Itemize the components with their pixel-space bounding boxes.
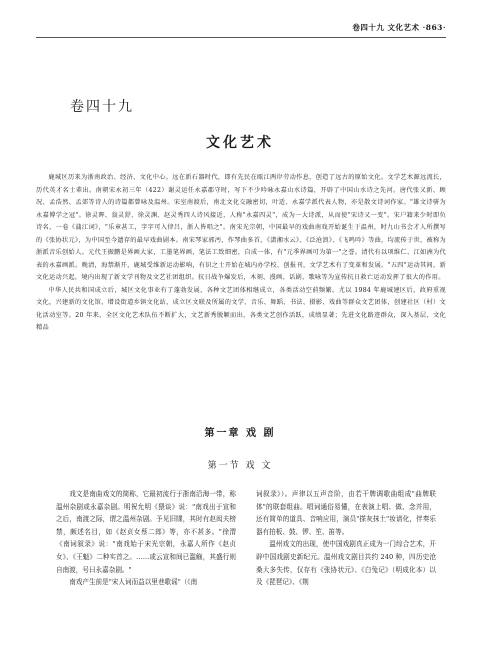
body-paragraph: 词叙录》）。声律以五声音阶，由若干牌调歌曲组成"曲牌联体"的联套组曲。唱词通俗易懂，在表演上唱、做、念并用，还有简单的道具、音响应用，演员"搽灰抹土"妆谱化，伴奏乐器有拍板、鼓、锣、笙、笛等。 bbox=[256, 490, 436, 536]
section-title: 文化艺术 bbox=[206, 135, 274, 151]
intro-text bbox=[36, 172, 446, 335]
body-column-left bbox=[56, 488, 236, 589]
intro-paragraph: 中华人民共和国成立后，城区文化事业有了蓬勃发展，各种文艺团体相继成立，各类活动空前频繁。尤以 1984 年鹿城建区后，政府重视文化，兴建新的文化馆，增设街道乡镇文化站，成立区文联及所属的文学、音乐、舞蹈、书法、摄影、戏曲等群众文艺团体，创建社区（村）文化活动室等。20 年来，全区文化艺术队伍不断扩大，文艺新秀脱颖而出，各类文艺创作活跃，成绩显著；先进文化路迹群众，深入基层，文化精品 bbox=[36, 286, 446, 331]
subsection-title: 第一节 戏 文 bbox=[207, 461, 273, 471]
body-paragraph: 戏文是南曲戏文的简称，它最初流行于浙南沿海一带，称温州杂剧或永嘉杂剧。明祝允明《猥谈》说："南戏出于宣和之后，南渡之际，谓之温州杂剧。予见旧牒，其时有赵闳夫榜禁，颇述名目，如《赵贞女蔡二郎》等，亦不甚多。"徐渭《南词叙录》说："南戏始于宋光宗朝，永嘉人所作《赵贞女》、《王魁》二种实首之。……或云宣和间已滥觞，其盛行则自南渡，号曰永嘉杂剧。" bbox=[56, 490, 236, 574]
volume-title: 卷四十九 bbox=[70, 99, 134, 115]
chapter-title: 第一章 戏 剧 bbox=[204, 428, 276, 439]
body-column-right bbox=[256, 488, 436, 589]
intro-paragraph: 鹿城区历来为浙南政治、经济、文化中心。远在新石器时代，即有先民在瓯江两岸劳动作息，创造了远古的原始文化。文学艺术源远流长，历代英才名士辈出。南朝宋永初三年（422）谢灵运任永嘉郡守时，写下不少吟咏永嘉山水诗篇，开辟了中国山水诗之先河。唐代张又新、顾况、孟浩然、孟郊等诗人的诗篇都曾咏及温州。宋室南渡后，南北文化交融密切，叶适、永嘉学派代表人物，亦是散文诗词作家。"雄文诗骈为永嘉博学之冠"。徐灵晖、翁灵舒、徐灵渊、赵灵秀四人诗风接近，人称"永嘉四灵"，成为一大诗派，从而使"宋诗又一变"。宋户籍来少时即负诗名，一卷《蒲江词》，"乐章甚工，字字可入律吕，浙人皆唱之"。南宋光宗朝，中国最早的戏曲南戏开始诞生于温州，时九山书会才人所撰写的《张协状元》，为中国至今遗存的最早戏曲剧本。南宋琴家郭沔，作琴曲多首，《潇湘水云》、《泛沧浪》、《飞鸣吟》等曲，均流传于世，被称为浙派音乐创始人。元代王振鹏是界画大家，工墨笔界画，笔法工致细密，自成一体，有"元季界画可为第一"之誉。清代有以项维仁、江如洲为代表的永嘉画派。晚清，海禁渐开，鹿城受维新运动影响，有识之士开始在城内办学校、创报刊，文学艺术有了变革和发展。"五四"运动其间，新文化运动兴起，境内出现了新文学刊物及文艺社团组织。抗日战争爆发后，木刻、漫画、话剧、歌咏等为宣传抗日救亡运动发挥了很大的作用。 bbox=[36, 174, 446, 281]
header-rule bbox=[36, 37, 446, 38]
body-paragraph: 温州戏文的出现，使中国戏剧真正成为一门综合艺术，开辟中国戏剧史新纪元。温州戏文剧目共约 240 种，四历史沧桑大多失传，仅存有《张协状元》、《白兔记》（明成化本）以及《琵琶记》、《荆 bbox=[256, 540, 436, 587]
running-head: 卷四十九 文化艺术 ·863· bbox=[352, 23, 446, 32]
body-paragraph: 南戏产生前是"宋人词而益以里巷歌谣"（《南 bbox=[69, 578, 198, 587]
